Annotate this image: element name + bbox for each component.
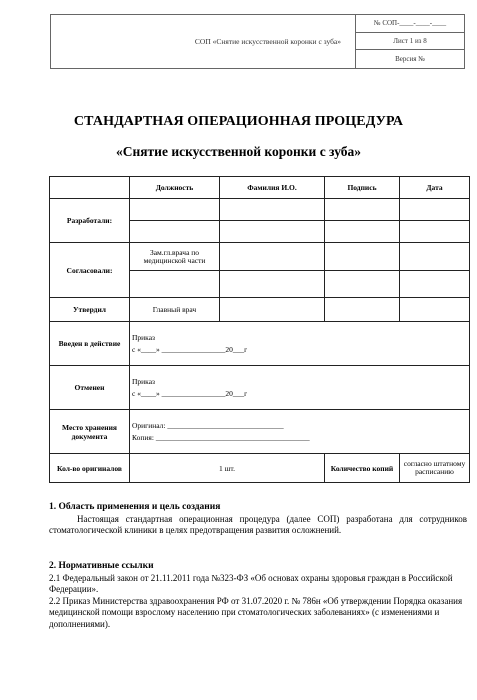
- col-position-header: Должность: [130, 177, 220, 199]
- agreed-position: Зам.гл.врача по медицинской части: [130, 243, 220, 271]
- col-sign-header: Подпись: [325, 177, 400, 199]
- cancelled-order-cell[interactable]: [130, 366, 470, 410]
- developed-sign-1[interactable]: [325, 199, 400, 221]
- table-header-row: [50, 177, 470, 199]
- developed-name-1[interactable]: [220, 199, 325, 221]
- table-row: [50, 322, 470, 366]
- introduced-label: Введен в действие: [50, 322, 130, 366]
- agreed-sign-1[interactable]: [325, 243, 400, 271]
- table-row: [50, 410, 470, 454]
- table-row: [50, 199, 470, 221]
- section-2: [49, 561, 467, 630]
- developed-label: Разработали:: [50, 199, 130, 243]
- agreed-date-1[interactable]: [400, 243, 470, 271]
- section-1: [49, 502, 467, 537]
- table-row: [50, 243, 470, 271]
- agreed-date-2[interactable]: [400, 271, 470, 298]
- document-header: [50, 14, 465, 69]
- storage-cell[interactable]: [130, 410, 470, 454]
- table-corner-cell: [50, 177, 130, 199]
- introduced-order-date: с «____» _________________20___г: [132, 344, 248, 354]
- developed-sign-2[interactable]: [325, 221, 400, 243]
- introduced-order-cell[interactable]: [130, 322, 470, 366]
- document-title: СТАНДАРТНАЯ ОПЕРАЦИОННАЯ ПРОЦЕДУРА: [73, 114, 404, 129]
- cancelled-order-label: Приказ: [132, 376, 156, 386]
- developed-position-1[interactable]: [130, 199, 220, 221]
- document-subtitle: «Снятие искусственной коронки с зуба»: [115, 144, 362, 159]
- storage-copy: Копия: _________________________________________: [132, 432, 310, 442]
- approved-label: Утвердил: [50, 298, 130, 322]
- agreed-name-2[interactable]: [220, 271, 325, 298]
- agreed-name-1[interactable]: [220, 243, 325, 271]
- section-2-item-1: 2.1 Федеральный закон от 21.11.2011 года №323-ФЗ «Об основах охраны здоровья граждан в Российской Федерации».: [49, 572, 453, 594]
- introduced-order-label: Приказ: [132, 332, 156, 342]
- table-row: [50, 454, 470, 483]
- approved-position: Главный врач: [130, 298, 220, 322]
- approved-sign[interactable]: [325, 298, 400, 322]
- copies-count-value: согласно штатному расписанию: [400, 454, 470, 483]
- table-row: [50, 366, 470, 410]
- section-1-heading: 1. Область применения и цель создания: [49, 502, 221, 512]
- developed-date-1[interactable]: [400, 199, 470, 221]
- approval-table: [49, 176, 470, 483]
- header-version: Версия №: [395, 55, 425, 64]
- col-name-header: Фамилия И.О.: [220, 177, 325, 199]
- approved-name[interactable]: [220, 298, 325, 322]
- developed-position-2[interactable]: [130, 221, 220, 243]
- developed-date-2[interactable]: [400, 221, 470, 243]
- cancelled-label: Отменен: [50, 366, 130, 410]
- storage-label: Место хранения документа: [50, 410, 130, 454]
- section-1-text: Настоящая стандартная операционная процедура (далее СОП) разработана для сотрудников стоматологической клиники в целях предотвращения развития осложнений.: [49, 513, 467, 535]
- agreed-label: Согласовали:: [50, 243, 130, 298]
- table-row: [50, 298, 470, 322]
- section-2-heading: 2. Нормативные ссылки: [49, 561, 154, 571]
- agreed-position-2[interactable]: [130, 271, 220, 298]
- storage-original: Оригинал: _______________________________: [132, 420, 284, 430]
- copies-count-label: Количество копий: [325, 454, 400, 483]
- header-sop-number: № СОП-____-____-____: [356, 15, 464, 33]
- cancelled-order-date: с «____» _________________20___г: [132, 388, 248, 398]
- section-2-item-2: 2.2 Приказ Министерства здравоохранения РФ от 31.07.2020 г. № 786н «Об утверждении Порядка оказания медицинской помощи взрослому населению при стоматологических заболеваниях» (с изменениями и дополнениями).: [49, 595, 463, 629]
- developed-name-2[interactable]: [220, 221, 325, 243]
- agreed-sign-2[interactable]: [325, 271, 400, 298]
- originals-count-value: 1 шт.: [130, 454, 325, 483]
- header-title: СОП «Снятие искусственной коронки с зуба»: [51, 15, 356, 68]
- col-date-header: Дата: [400, 177, 470, 199]
- header-sheet: Лист 1 из 8: [356, 33, 464, 51]
- approved-date[interactable]: [400, 298, 470, 322]
- originals-count-label: Кол-во оригиналов: [50, 454, 130, 483]
